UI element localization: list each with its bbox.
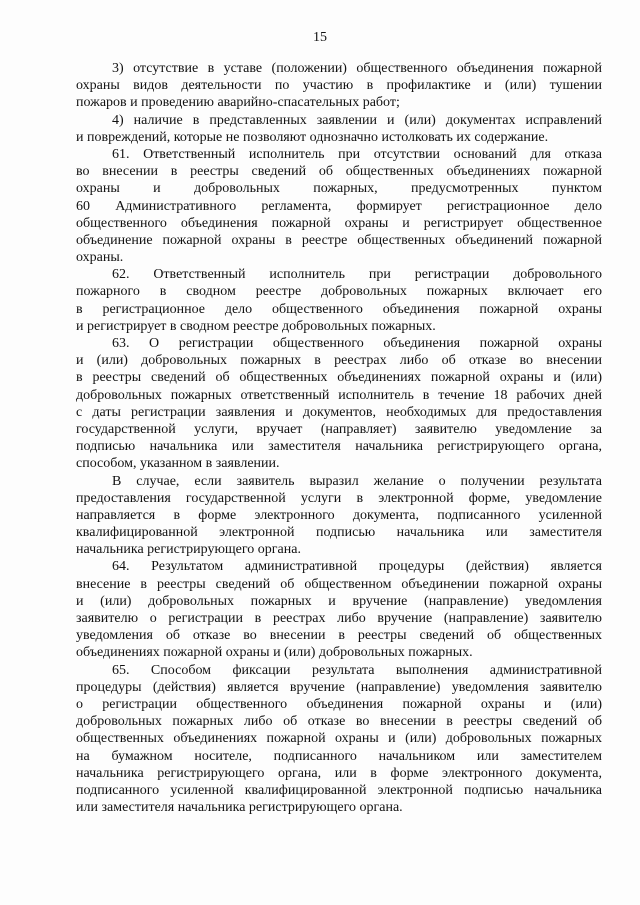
text-line: охраны. [76, 250, 124, 266]
text-line: общественных объединениях пожарной охраны и (или) добровольных пожарных [76, 731, 602, 747]
text-line: В случае, если заявитель выразил желание о получении результата [112, 473, 602, 489]
text-line: пожарного в сводном реестре добровольных пожарных включает его [76, 284, 602, 300]
text-line: 3) отсутствие в уставе (положении) общественного объединения пожарной [112, 61, 602, 76]
text-line: охраны и добровольных пожарных, предусмотренных пунктом [76, 181, 602, 197]
text-line: с даты регистрации заявления и документов, необходимых для предоставления [76, 404, 602, 420]
text-line: в регистрационное дело общественного объединения пожарной охраны [76, 301, 602, 317]
text-line: объединение пожарной охраны в реестре общественных объединений пожарной [76, 232, 602, 248]
document-body [76, 60, 602, 816]
text-line: 64. Результатом административной процедуры (действия) является [112, 559, 602, 575]
text-line: 65. Способом фиксации результата выполнения административной [112, 662, 602, 678]
paragraph-item-4 [76, 112, 602, 146]
text-line: 4) наличие в представленных заявлении и (или) документах исправлений [112, 112, 602, 128]
text-line: охраны видов деятельности по участию в профилактике и (или) тушении [76, 78, 602, 94]
text-line: подписью начальника или заместителя начальника регистрирующего органа, [76, 439, 602, 455]
text-line: внесение в реестры сведений об общественном объединении пожарной охраны [76, 576, 602, 592]
text-line: 62. Ответственный исполнитель при регистрации добровольного [112, 267, 602, 283]
text-line: о регистрации общественного объединения пожарной охраны и (или) [76, 696, 602, 712]
paragraph-item-3 [76, 60, 602, 112]
text-line: подписанного усиленной квалифицированной электронной подписью начальника [76, 782, 602, 798]
text-line: уведомления об отказе во внесении в реестры сведений об общественных [76, 628, 602, 644]
text-line: направляется в форме электронного документа, подписанного усиленной [76, 507, 602, 523]
text-line: 60 Административного регламента, формирует регистрационное дело [76, 198, 602, 214]
paragraph-clause-63-electronic [76, 473, 602, 559]
text-line: в реестры сведений об общественных объединениях пожарной охраны и (или) [76, 370, 602, 386]
text-line: государственной услуги, вручает (направляет) заявителю уведомление за [76, 421, 602, 437]
paragraph-clause-63 [76, 335, 602, 473]
text-line: общественного объединения пожарной охраны и регистрирует общественное [76, 215, 602, 231]
text-line: заявителю о регистрации в реестрах либо вручение (направление) заявителю [76, 611, 602, 626]
text-line: добровольных пожарных либо об отказе во внесении в реестры сведений об [76, 714, 602, 730]
text-line: во внесении в реестры сведений об общественных объединениях пожарной [76, 164, 602, 180]
text-line: и (или) добровольных пожарных и вручение (направление) уведомления [76, 593, 602, 609]
paragraph-clause-64 [76, 558, 602, 661]
text-line: 61. Ответственный исполнитель при отсутствии оснований для отказа [112, 146, 602, 162]
text-line: и повреждений, которые не позволяют однозначно истолковать их содержание. [76, 129, 549, 145]
text-line: способом, указанном в заявлении. [76, 456, 280, 472]
text-line: начальника регистрирующего органа, или в форме электронного документа, [76, 765, 602, 781]
text-line: пожаров и проведению аварийно-спасательных работ; [76, 95, 400, 111]
text-line: добровольных пожарных ответственный исполнитель в течение 18 рабочих дней [76, 387, 602, 403]
text-line: квалифицированной электронной подписью начальника или заместителя [76, 525, 602, 541]
text-line: предоставления государственной услуги в электронной форме, уведомление [76, 490, 602, 506]
paragraph-clause-61 [76, 146, 602, 266]
text-line: и (или) добровольных пожарных в реестрах либо об отказе во внесении [76, 353, 602, 369]
text-line: 63. О регистрации общественного объединения пожарной охраны [112, 336, 602, 351]
text-line: и регистрирует в сводном реестре добровольных пожарных. [76, 318, 436, 334]
paragraph-clause-65 [76, 662, 602, 817]
text-line: объединениях пожарной охраны и (или) добровольных пожарных. [76, 645, 473, 661]
page-number: 15 [313, 30, 327, 45]
text-line: на бумажном носителе, подписанного начальником или заместителем [76, 748, 602, 764]
text-line: процедуры (действия) является вручение (направление) уведомления заявителю [76, 679, 602, 695]
text-line: начальника регистрирующего органа. [76, 542, 301, 558]
text-line: или заместителя начальника регистрирующего органа. [76, 800, 403, 816]
paragraph-clause-62 [76, 266, 602, 335]
